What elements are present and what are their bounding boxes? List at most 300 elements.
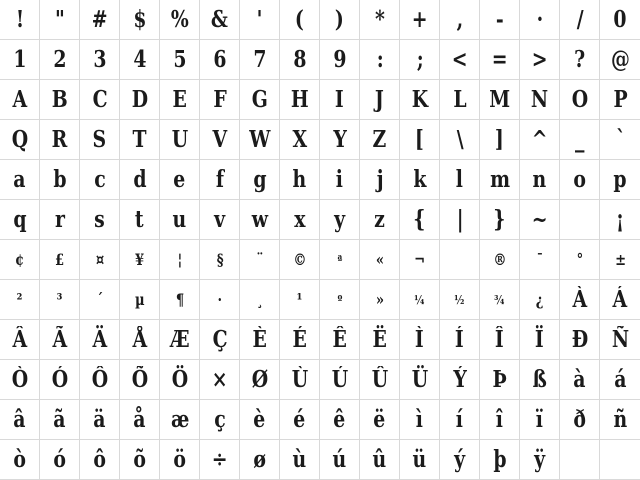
glyph: Á: [612, 286, 628, 313]
glyph-cell[interactable]: [240, 400, 280, 440]
glyph-cell[interactable]: [320, 200, 360, 240]
glyph-cell[interactable]: [400, 440, 440, 480]
glyph-cell[interactable]: [440, 40, 480, 80]
glyph-cell[interactable]: [80, 360, 120, 400]
glyph-cell[interactable]: [0, 360, 40, 400]
glyph-cell[interactable]: [40, 80, 80, 120]
glyph-cell[interactable]: [160, 440, 200, 480]
glyph: ®: [493, 249, 506, 269]
glyph: =: [491, 46, 508, 73]
glyph-cell[interactable]: [200, 160, 240, 200]
glyph-cell[interactable]: [600, 240, 640, 280]
glyph-cell[interactable]: [360, 160, 400, 200]
glyph: B: [51, 86, 68, 113]
glyph: ¥: [135, 249, 144, 269]
glyph-cell[interactable]: [400, 360, 440, 400]
glyph-cell[interactable]: [600, 440, 640, 480]
glyph-cell[interactable]: [40, 160, 80, 200]
glyph-cell[interactable]: [200, 40, 240, 80]
glyph-cell[interactable]: [440, 160, 480, 200]
glyph: R: [51, 126, 68, 153]
glyph-cell[interactable]: [240, 160, 280, 200]
glyph: ¾: [494, 292, 505, 307]
glyph-cell[interactable]: [200, 120, 240, 160]
glyph: ö: [173, 446, 186, 473]
glyph-cell[interactable]: [200, 280, 240, 320]
glyph-cell[interactable]: [280, 40, 320, 80]
glyph: ú: [332, 446, 347, 473]
glyph-cell[interactable]: [480, 320, 520, 360]
glyph: %: [170, 6, 189, 33]
glyph-cell[interactable]: [160, 240, 200, 280]
glyph-cell[interactable]: [360, 400, 400, 440]
glyph: ¡: [616, 206, 624, 233]
glyph-cell[interactable]: [40, 320, 80, 360]
glyph-cell[interactable]: [80, 40, 120, 80]
glyph-cell[interactable]: [480, 0, 520, 40]
glyph: ¿: [535, 289, 544, 309]
glyph-cell[interactable]: [120, 160, 160, 200]
glyph-cell[interactable]: [40, 440, 80, 480]
glyph: K: [411, 86, 428, 113]
glyph: µ: [134, 289, 145, 309]
glyph-cell[interactable]: [560, 280, 600, 320]
glyph-cell[interactable]: [600, 160, 640, 200]
glyph-cell[interactable]: [520, 240, 560, 280]
glyph-cell[interactable]: [280, 200, 320, 240]
glyph-cell[interactable]: [160, 0, 200, 40]
glyph-cell[interactable]: [280, 280, 320, 320]
glyph-cell[interactable]: [240, 320, 280, 360]
glyph-cell[interactable]: [80, 240, 120, 280]
glyph-cell[interactable]: [560, 440, 600, 480]
glyph-cell[interactable]: [320, 80, 360, 120]
glyph-cell[interactable]: [120, 80, 160, 120]
glyph-cell[interactable]: [80, 440, 120, 480]
glyph: h: [292, 166, 307, 193]
glyph: Ê: [332, 326, 347, 353]
glyph-cell[interactable]: [520, 280, 560, 320]
glyph-cell[interactable]: [40, 240, 80, 280]
glyph: G: [251, 86, 268, 113]
glyph: ¤: [95, 249, 104, 269]
glyph: y: [334, 206, 345, 233]
glyph-cell[interactable]: [560, 0, 600, 40]
glyph-cell[interactable]: [0, 280, 40, 320]
glyph: H: [290, 86, 309, 113]
glyph-cell[interactable]: [240, 360, 280, 400]
glyph-cell[interactable]: [400, 40, 440, 80]
glyph-cell[interactable]: [120, 320, 160, 360]
glyph: 3: [93, 46, 106, 73]
glyph: {: [413, 206, 426, 233]
glyph-cell[interactable]: [600, 280, 640, 320]
glyph: Ç: [212, 326, 227, 353]
glyph: î: [496, 406, 503, 433]
glyph: ð: [573, 406, 586, 433]
glyph-cell[interactable]: [440, 120, 480, 160]
glyph-cell[interactable]: [160, 40, 200, 80]
glyph: n: [532, 166, 547, 193]
glyph: ³: [56, 289, 63, 309]
glyph-cell[interactable]: [560, 400, 600, 440]
glyph: u: [172, 206, 187, 233]
glyph-cell[interactable]: [320, 360, 360, 400]
glyph: Ñ: [611, 326, 629, 353]
glyph-cell[interactable]: [440, 0, 480, 40]
glyph-cell[interactable]: [440, 240, 480, 280]
glyph-cell[interactable]: [480, 360, 520, 400]
glyph: §: [216, 249, 223, 269]
glyph-cell[interactable]: [280, 160, 320, 200]
glyph: w: [251, 206, 268, 233]
glyph: Ã: [52, 326, 67, 353]
glyph: ø: [253, 446, 266, 473]
glyph-cell[interactable]: [40, 280, 80, 320]
glyph-cell[interactable]: [520, 160, 560, 200]
glyph-cell[interactable]: [120, 240, 160, 280]
glyph-cell[interactable]: [320, 400, 360, 440]
glyph-cell[interactable]: [200, 240, 240, 280]
glyph-cell[interactable]: [360, 40, 400, 80]
glyph-cell[interactable]: [0, 40, 40, 80]
glyph: ¹: [296, 289, 303, 309]
glyph: ã: [53, 406, 66, 433]
glyph-cell[interactable]: [480, 200, 520, 240]
glyph-cell[interactable]: [360, 240, 400, 280]
glyph: i: [336, 166, 343, 193]
glyph-cell[interactable]: [320, 240, 360, 280]
glyph-cell[interactable]: [480, 280, 520, 320]
glyph: ß: [532, 366, 547, 393]
glyph-cell[interactable]: [560, 120, 600, 160]
glyph-cell[interactable]: [520, 40, 560, 80]
glyph: E: [172, 86, 187, 113]
glyph: k: [413, 166, 426, 193]
glyph: ê: [333, 406, 346, 433]
glyph-cell[interactable]: [480, 440, 520, 480]
glyph-cell[interactable]: [240, 0, 280, 40]
glyph: ~: [531, 206, 548, 233]
glyph: ´: [96, 289, 103, 309]
glyph-cell[interactable]: [160, 120, 200, 160]
glyph-cell[interactable]: [440, 80, 480, 120]
glyph: û: [372, 446, 387, 473]
glyph-cell[interactable]: [80, 400, 120, 440]
glyph-cell[interactable]: [400, 200, 440, 240]
glyph-cell[interactable]: [360, 80, 400, 120]
glyph: e: [173, 166, 186, 193]
glyph-cell[interactable]: [200, 0, 240, 40]
glyph-cell[interactable]: [480, 240, 520, 280]
glyph: *: [374, 6, 385, 33]
glyph-cell[interactable]: [560, 360, 600, 400]
glyph-cell[interactable]: [560, 200, 600, 240]
glyph-cell[interactable]: [120, 200, 160, 240]
glyph-cell[interactable]: [520, 440, 560, 480]
glyph: Ö: [171, 366, 188, 393]
glyph: ÿ: [534, 446, 545, 473]
glyph-cell[interactable]: [280, 360, 320, 400]
glyph-cell[interactable]: [120, 280, 160, 320]
glyph: þ: [493, 446, 506, 473]
glyph-cell[interactable]: [280, 0, 320, 40]
glyph-cell[interactable]: [400, 160, 440, 200]
glyph-cell[interactable]: [240, 440, 280, 480]
glyph-cell[interactable]: [600, 200, 640, 240]
glyph-cell[interactable]: [200, 200, 240, 240]
glyph-cell[interactable]: [240, 80, 280, 120]
glyph: q: [13, 206, 26, 233]
glyph-cell[interactable]: [600, 320, 640, 360]
glyph-cell[interactable]: [440, 320, 480, 360]
glyph-cell[interactable]: [120, 120, 160, 160]
glyph: 9: [333, 46, 346, 73]
glyph-cell[interactable]: [0, 320, 40, 360]
glyph-cell[interactable]: [520, 0, 560, 40]
glyph-cell[interactable]: [320, 120, 360, 160]
glyph: 2: [53, 46, 66, 73]
glyph-cell[interactable]: [280, 400, 320, 440]
glyph-cell[interactable]: [520, 120, 560, 160]
glyph-cell[interactable]: [520, 200, 560, 240]
glyph-cell[interactable]: [40, 40, 80, 80]
glyph-cell[interactable]: [80, 0, 120, 40]
glyph-cell[interactable]: [80, 160, 120, 200]
glyph-cell[interactable]: [240, 40, 280, 80]
glyph-cell[interactable]: [440, 400, 480, 440]
glyph: &: [211, 6, 228, 33]
glyph-cell[interactable]: [120, 440, 160, 480]
glyph-cell[interactable]: [200, 80, 240, 120]
glyph: Ï: [535, 326, 544, 353]
glyph: è: [253, 406, 266, 433]
glyph-cell[interactable]: [480, 400, 520, 440]
glyph-cell[interactable]: [280, 80, 320, 120]
glyph-cell[interactable]: [240, 120, 280, 160]
glyph: !: [15, 6, 24, 33]
glyph-cell[interactable]: [120, 40, 160, 80]
glyph-cell[interactable]: [320, 280, 360, 320]
glyph: v: [214, 206, 225, 233]
glyph: ¶: [175, 289, 184, 309]
glyph-cell[interactable]: [400, 80, 440, 120]
glyph: ²: [16, 289, 23, 309]
glyph-cell[interactable]: [520, 400, 560, 440]
glyph: s: [94, 206, 105, 233]
glyph-cell[interactable]: [600, 120, 640, 160]
glyph-cell[interactable]: [360, 0, 400, 40]
glyph-cell[interactable]: [560, 160, 600, 200]
glyph-cell[interactable]: [120, 400, 160, 440]
glyph: Ú: [331, 366, 348, 393]
glyph-cell[interactable]: [360, 200, 400, 240]
glyph-cell[interactable]: [80, 320, 120, 360]
glyph-cell[interactable]: [320, 160, 360, 200]
glyph: Ð: [571, 326, 588, 353]
glyph: 7: [253, 46, 266, 73]
glyph-cell[interactable]: [200, 400, 240, 440]
glyph-cell[interactable]: [400, 280, 440, 320]
glyph-cell[interactable]: [400, 0, 440, 40]
glyph-cell[interactable]: [80, 280, 120, 320]
glyph-cell[interactable]: [560, 240, 600, 280]
glyph: d: [133, 166, 146, 193]
glyph: D: [131, 86, 148, 113]
glyph-cell[interactable]: [0, 400, 40, 440]
glyph-cell[interactable]: [160, 280, 200, 320]
glyph-cell[interactable]: [400, 400, 440, 440]
glyph-cell[interactable]: [440, 440, 480, 480]
glyph-cell[interactable]: [480, 40, 520, 80]
glyph-cell[interactable]: [160, 320, 200, 360]
glyph-cell[interactable]: [360, 280, 400, 320]
glyph-cell[interactable]: [400, 320, 440, 360]
glyph: Þ: [492, 366, 507, 393]
glyph: ·: [217, 289, 222, 309]
glyph-cell[interactable]: [280, 320, 320, 360]
glyph: ä: [93, 406, 106, 433]
glyph: a: [13, 166, 26, 193]
glyph-cell[interactable]: [600, 40, 640, 80]
glyph-cell[interactable]: [560, 80, 600, 120]
glyph: ½: [454, 292, 465, 307]
glyph-cell[interactable]: [200, 440, 240, 480]
glyph-cell[interactable]: [160, 360, 200, 400]
glyph: Ü: [411, 366, 428, 393]
glyph-cell[interactable]: [600, 80, 640, 120]
glyph: U: [171, 126, 188, 153]
glyph: Î: [495, 326, 504, 353]
glyph-cell[interactable]: [520, 320, 560, 360]
glyph-cell[interactable]: [400, 120, 440, 160]
glyph-cell[interactable]: [560, 40, 600, 80]
glyph-cell[interactable]: [480, 160, 520, 200]
glyph-cell[interactable]: [40, 0, 80, 40]
glyph-cell[interactable]: [320, 0, 360, 40]
glyph-cell[interactable]: [320, 320, 360, 360]
glyph: ¯: [536, 249, 543, 269]
glyph-cell[interactable]: [160, 80, 200, 120]
glyph-cell[interactable]: [40, 360, 80, 400]
glyph-cell[interactable]: [520, 80, 560, 120]
glyph-cell[interactable]: [80, 80, 120, 120]
glyph-cell[interactable]: [360, 360, 400, 400]
glyph: Ò: [11, 366, 28, 393]
glyph-cell[interactable]: [280, 440, 320, 480]
glyph: Q: [11, 126, 28, 153]
glyph: Û: [371, 366, 388, 393]
glyph: ": [54, 6, 65, 33]
glyph-cell[interactable]: [440, 280, 480, 320]
glyph-cell[interactable]: [80, 120, 120, 160]
glyph: ·: [536, 6, 543, 33]
glyph: ,: [456, 6, 463, 33]
glyph: Ä: [92, 326, 107, 353]
glyph-cell[interactable]: [160, 400, 200, 440]
glyph: |: [456, 206, 463, 233]
glyph-cell[interactable]: [600, 400, 640, 440]
glyph-cell[interactable]: [360, 320, 400, 360]
glyph: ¸: [256, 289, 263, 309]
glyph-cell[interactable]: [280, 240, 320, 280]
glyph-cell[interactable]: [40, 400, 80, 440]
glyph: ò: [13, 446, 26, 473]
glyph-cell[interactable]: [240, 240, 280, 280]
glyph: Å: [132, 326, 147, 353]
glyph-cell[interactable]: [280, 120, 320, 160]
glyph-cell[interactable]: [240, 200, 280, 240]
glyph-cell[interactable]: [320, 440, 360, 480]
glyph: b: [53, 166, 66, 193]
glyph-cell[interactable]: [440, 200, 480, 240]
glyph-cell[interactable]: [40, 120, 80, 160]
glyph-cell[interactable]: [200, 320, 240, 360]
glyph: 1: [13, 46, 26, 73]
glyph: t: [135, 206, 144, 233]
glyph-cell[interactable]: [560, 320, 600, 360]
glyph-cell[interactable]: [0, 160, 40, 200]
glyph: 4: [133, 46, 146, 73]
glyph: Ý: [452, 366, 467, 393]
glyph-cell[interactable]: [440, 360, 480, 400]
glyph-cell[interactable]: [520, 360, 560, 400]
glyph-cell[interactable]: [120, 0, 160, 40]
glyph: X: [292, 126, 307, 153]
glyph-cell[interactable]: [600, 0, 640, 40]
glyph-cell[interactable]: [0, 120, 40, 160]
glyph-cell[interactable]: [0, 440, 40, 480]
glyph-cell[interactable]: [400, 240, 440, 280]
glyph-cell[interactable]: [320, 40, 360, 80]
glyph-cell[interactable]: [40, 200, 80, 240]
glyph: ï: [536, 406, 543, 433]
glyph: ©: [293, 249, 306, 269]
glyph-cell[interactable]: [480, 120, 520, 160]
glyph: c: [93, 166, 106, 193]
glyph: 5: [173, 46, 186, 73]
glyph: ±: [614, 249, 626, 269]
glyph-cell[interactable]: [160, 160, 200, 200]
glyph-cell[interactable]: [480, 80, 520, 120]
glyph: Ë: [372, 326, 387, 353]
glyph-cell[interactable]: [360, 440, 400, 480]
glyph-cell[interactable]: [600, 360, 640, 400]
glyph-cell[interactable]: [240, 280, 280, 320]
glyph: (: [295, 6, 304, 33]
glyph-cell[interactable]: [0, 240, 40, 280]
glyph: ÷: [211, 446, 228, 473]
glyph: é: [293, 406, 306, 433]
glyph: Ó: [51, 366, 68, 393]
glyph-cell[interactable]: [360, 120, 400, 160]
glyph: ¢: [15, 249, 24, 269]
glyph-cell[interactable]: [200, 360, 240, 400]
glyph-cell[interactable]: [160, 200, 200, 240]
glyph-cell[interactable]: [0, 80, 40, 120]
glyph-cell[interactable]: [0, 0, 40, 40]
glyph: >: [531, 46, 548, 73]
glyph: Ô: [91, 366, 108, 393]
glyph: Â: [12, 326, 27, 353]
glyph-cell[interactable]: [80, 200, 120, 240]
glyph: \: [456, 126, 463, 153]
glyph-cell[interactable]: [0, 200, 40, 240]
glyph: }: [493, 206, 506, 233]
glyph: á: [614, 366, 626, 393]
glyph-cell[interactable]: [120, 360, 160, 400]
glyph: l: [456, 166, 463, 193]
